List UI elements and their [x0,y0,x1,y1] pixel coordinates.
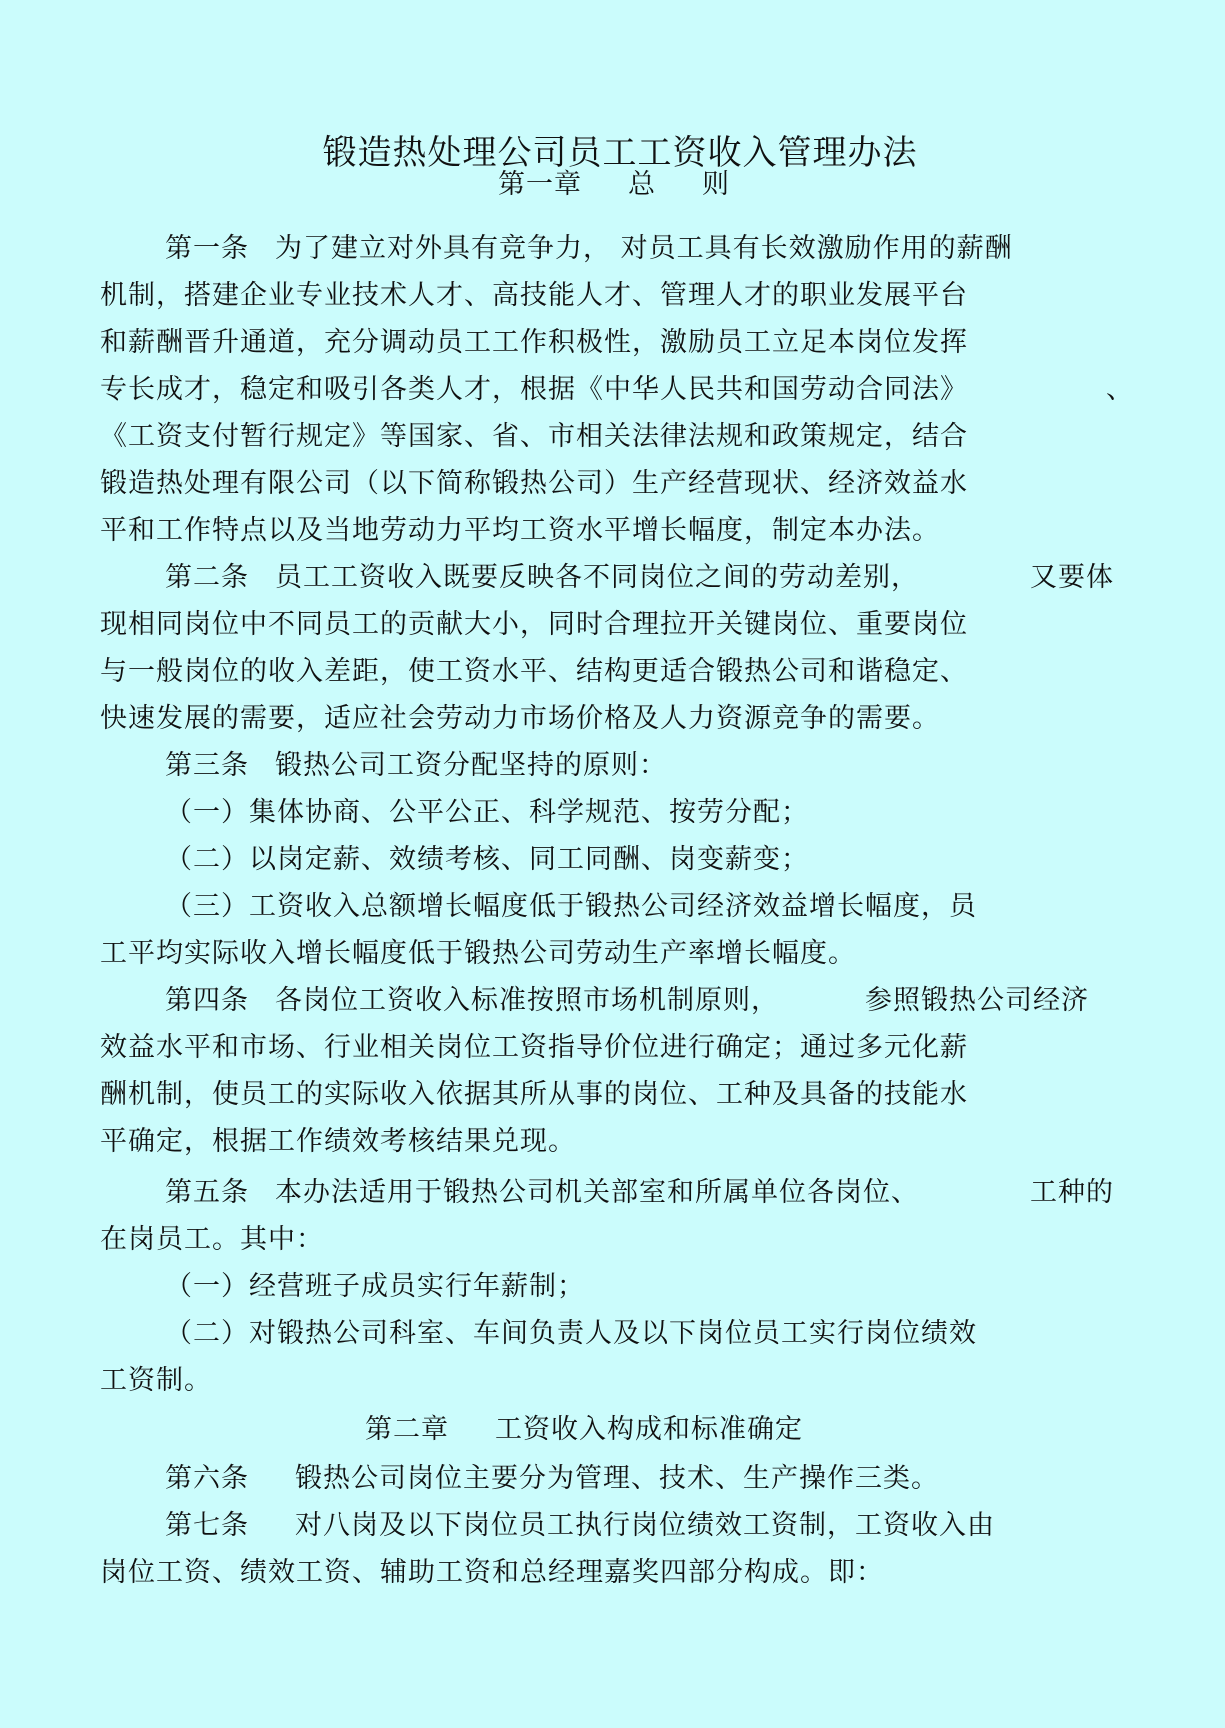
chapter-2-name: 工资收入构成和标准确定 [495,1414,803,1445]
article-1-line-1: 第一条 为了建立对外具有竞争力， 对员工具有长效激励作用的薪酬 [165,233,1013,264]
article-5-item-2-cont: 工资制。 [100,1365,212,1396]
article-1-line-6: 锻造热处理有限公司（以下简称锻热公司）生产经营现状、经济效益水 [100,468,968,499]
chapter-2-label: 第二章 [365,1414,449,1445]
document-title: 锻造热处理公司员工工资收入管理办法 [322,133,918,173]
article-3-line-1: 第三条 锻热公司工资分配坚持的原则： [165,750,667,781]
article-6-line-1: 第六条 锻热公司岗位主要分为管理、技术、生产操作三类。 [165,1463,939,1494]
chapter-1-name-2: 则 [702,169,730,200]
article-2-label: 第二条 [165,562,249,593]
article-2-line-1-tail: 又要体 [1030,562,1114,593]
article-3-item-3: （三）工资收入总额增长幅度低于锻热公司经济效益增长幅度，员 [165,891,977,922]
article-4-line-3: 酬机制，使员工的实际收入依据其所从事的岗位、工种及具备的技能水 [100,1079,968,1110]
article-5-item-2: （二）对锻热公司科室、车间负责人及以下岗位员工实行岗位绩效 [165,1318,977,1349]
article-2-line-2: 现相同岗位中不同员工的贡献大小，同时合理拉开关键岗位、重要岗位 [100,609,968,640]
article-4-line-2: 效益水平和市场、行业相关岗位工资指导价位进行确定；通过多元化薪 [100,1032,968,1063]
article-5-label: 第五条 [165,1177,249,1208]
article-3-label: 第三条 [165,750,249,781]
article-7-line-2: 岗位工资、绩效工资、辅助工资和总经理嘉奖四部分构成。即： [100,1557,884,1588]
article-3-item-2: （二）以岗定薪、效绩考核、同工同酬、岗变薪变； [165,844,809,875]
article-4-line-4: 平确定，根据工作绩效考核结果兑现。 [100,1126,576,1157]
chapter-1-heading [498,168,730,202]
article-5-line-1: 第五条 本办法适用于锻热公司机关部室和所属单位各岗位、 [165,1177,919,1208]
article-4-line-1-tail: 参照锻热公司经济 [865,985,1089,1016]
article-2-line-1: 第二条 员工工资收入既要反映各不同岗位之间的劳动差别， [165,562,919,593]
article-6-label: 第六条 [165,1463,249,1494]
article-4-label: 第四条 [165,985,249,1016]
article-1-label: 第一条 [165,233,249,264]
article-5-line-2: 在岗员工。其中： [100,1224,324,1255]
article-3-item-1: （一）集体协商、公平公正、科学规范、按劳分配； [165,797,809,828]
article-1-line-7: 平和工作特点以及当地劳动力平均工资水平增长幅度，制定本办法。 [100,515,940,546]
article-4-line-1: 第四条 各岗位工资收入标准按照市场机制原则， [165,985,779,1016]
chapter-1-name: 总 [628,169,656,200]
article-5-line-1-tail: 工种的 [1030,1177,1114,1208]
chapter-2-heading [365,1413,803,1447]
article-7-line-1: 第七条 对八岗及以下岗位员工执行岗位绩效工资制，工资收入由 [165,1510,995,1541]
article-2-line-3: 与一般岗位的收入差距，使工资水平、结构更适合锻热公司和谐稳定、 [100,656,968,687]
article-3-item-3-cont: 工平均实际收入增长幅度低于锻热公司劳动生产率增长幅度。 [100,938,856,969]
article-1-line-4-tail: 、 [1106,374,1134,405]
article-1-line-3: 和薪酬晋升通道，充分调动员工工作积极性，激励员工立足本岗位发挥 [100,327,968,358]
chapter-1-label: 第一章 [498,169,582,200]
article-1-line-2: 机制，搭建企业专业技术人才、高技能人才、管理人才的职业发展平台 [100,280,968,311]
article-1-line-4: 专长成才，稳定和吸引各类人才，根据《中华人民共和国劳动合同法》 [100,374,968,405]
article-2-line-4: 快速发展的需要，适应社会劳动力市场价格及人力资源竞争的需要。 [100,703,940,734]
article-1-line-5: 《工资支付暂行规定》等国家、省、市相关法律法规和政策规定，结合 [100,421,968,452]
article-7-label: 第七条 [165,1510,249,1541]
article-5-item-1: （一）经营班子成员实行年薪制； [165,1271,585,1302]
